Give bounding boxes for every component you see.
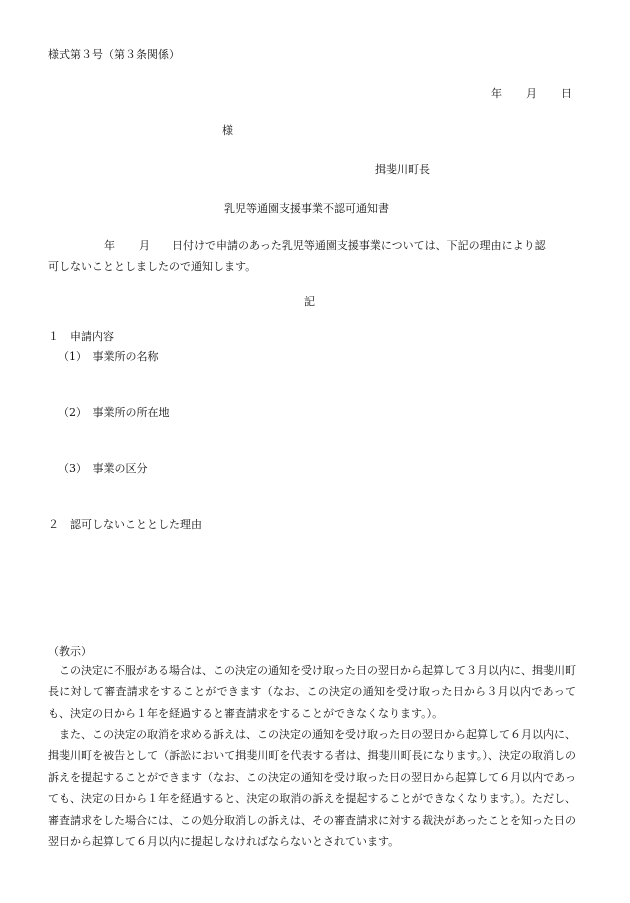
date-day-label: 日: [561, 87, 572, 100]
notice-paragraph-2: また、この決定の取消を求める訴えは、この決定の通知を受け取った日の翌日から起算して６月以内に、揖斐川町を被告として（訴訟において揖斐川町を代表する者は、揖斐川町長になります。）、決定の取消しの訴えを提起することができます（なお、この決定の通知を受け取った日の翌日から起算して６月以内であっても、決定の日から１年を経過すると、決定の取消の訴えを提起することができなくなります。）。ただし、審査請求をした場合には、この処分取消しの訴えは、その審査請求に対する裁決があったことを知った日の翌日から起算して６月以内に提起しなければならないとされています。: [48, 728, 576, 849]
section1-item-3: （3） 事業の区分: [58, 462, 148, 475]
intro-year-label: 年: [104, 239, 115, 252]
section1-heading: １ 申請内容: [48, 330, 114, 343]
notice-paragraph-1: この決定に不服がある場合は、この決定の通知を受け取った日の翌日から起算して３月以内に、揖斐川町長に対して審査請求をすることができます（なお、この決定の通知を受け取った日から３月以内であっても、決定の日から１年を経過すると審査請求をすることができなくなります。）。: [48, 664, 576, 720]
date-line: [491, 88, 572, 99]
section1-item-1: （1） 事業所の名称: [58, 350, 159, 363]
intro-text-1: 日付けで申請のあった乳児等通園支援事業については、下記の理由により認: [172, 239, 546, 252]
issuer-name: 揖斐川町長: [375, 163, 430, 176]
intro-month-label: 月: [139, 239, 150, 252]
section1-item-2: （2） 事業所の所在地: [58, 406, 170, 419]
intro-text-2: 可しないこととしましたので通知します。: [48, 260, 257, 273]
addressee-suffix: 様: [222, 124, 233, 137]
notice-heading: （教示）: [48, 645, 92, 658]
section2-heading: ２ 認可しないこととした理由: [48, 518, 202, 531]
document-title: 乳児等通園支援事業不認可通知書: [224, 202, 389, 215]
date-month-label: 月: [526, 87, 537, 100]
form-number: 様式第３号（第３条関係）: [48, 48, 180, 61]
date-year-label: 年: [491, 87, 502, 100]
intro-line-1: [48, 240, 546, 251]
ki-heading: 記: [304, 295, 315, 308]
